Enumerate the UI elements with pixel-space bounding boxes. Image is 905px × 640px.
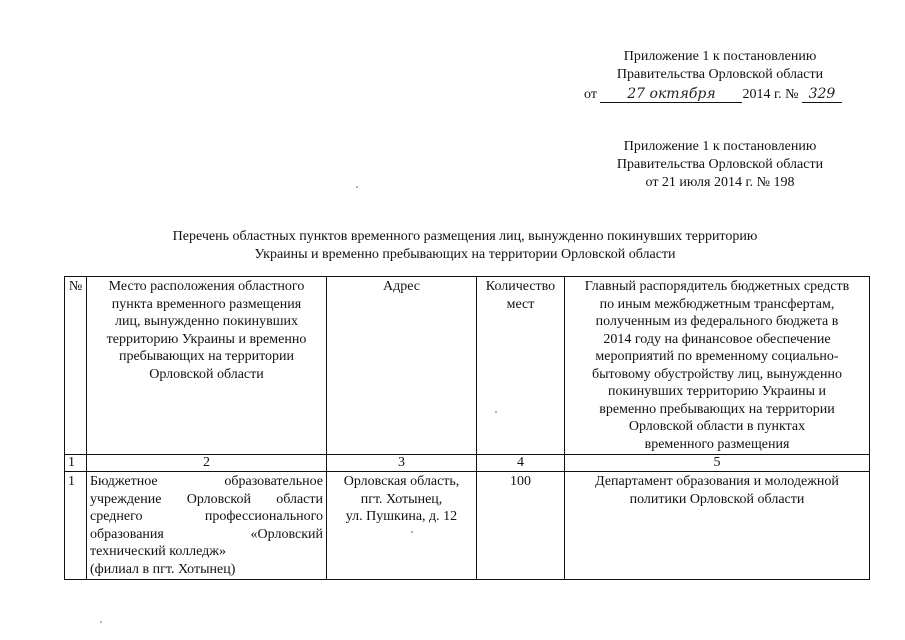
appendix-old-line2: Правительства Орловской области [616, 157, 824, 172]
row-address: Орловская область, пгт. Хотынец, ул. Пушкина, д. 12 [327, 472, 477, 580]
table-header-row [65, 277, 870, 455]
row-quantity: 100 [477, 472, 565, 580]
column-number: 1 [65, 455, 87, 472]
appendix-new-line1: Приложение 1 к постановлению [623, 49, 817, 64]
column-number-row [65, 455, 870, 472]
header-distributor: Главный распорядитель бюджетных средств по иным межбюджетным трансфертам, полученным из федерального бюджета в 2014 году на финансовое обеспечение мероприятий по временному социально- бытовому обустройству лиц, вынужденно покинувших территорию Украины и временно пребывающих на территории Орловской области в пунктах временного размещения [565, 277, 870, 455]
header-quantity: Количество мест [477, 277, 565, 455]
column-number: 3 [327, 455, 477, 472]
row-distributor: Департамент образования и молодежной политики Орловской области [565, 472, 870, 580]
appendix-new-date-line [584, 86, 842, 104]
row-num: 1 [65, 472, 87, 580]
column-number: 4 [477, 455, 565, 472]
column-number: 5 [565, 455, 870, 472]
appendix-old-line1: Приложение 1 к постановлению [623, 139, 817, 154]
handwritten-date: 27 октября [600, 86, 742, 103]
from-label: от [584, 87, 597, 102]
scan-speck [411, 531, 413, 533]
header-num: № [65, 277, 87, 455]
scan-speck [100, 621, 102, 623]
scan-speck [495, 411, 497, 413]
table-row [65, 472, 870, 580]
year-label: 2014 г. № [742, 87, 799, 102]
handwritten-number: 329 [802, 86, 842, 103]
header-address: Адрес [327, 277, 477, 455]
header-place: Место расположения областного пункта временного размещения лиц, вынужденно покинувших территорию Украины и временно пребывающих на территории Орловской области [87, 277, 327, 455]
scan-speck [356, 186, 358, 188]
appendix-old-line3: от 21 июля 2014 г. № 198 [645, 175, 795, 190]
appendix-new-line2: Правительства Орловской области [616, 67, 824, 82]
column-number: 2 [87, 455, 327, 472]
document-title-line1: Перечень областных пунктов временного размещения лиц, вынужденно покинувших территорию [172, 229, 758, 244]
row-place: Бюджетное образовательное учреждение Орловской области среднего профессионального образования «Орловский технический колледж» (филиал в пгт. Хотынец) [87, 472, 327, 580]
shelters-table [64, 276, 870, 580]
document-title-line2: Украины и временно пребывающих на территории Орловской области [254, 247, 676, 262]
